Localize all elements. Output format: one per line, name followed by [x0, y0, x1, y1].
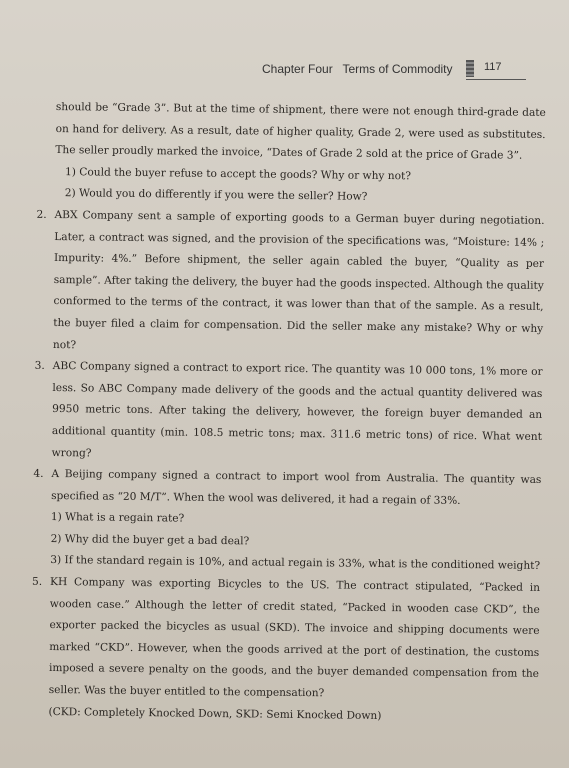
abbreviation-note: (CKD: Completely Knocked Down, SKD: Semi Knocked Down): [48, 705, 382, 722]
question-number: 2.: [36, 208, 47, 221]
question-text: A Beijing company signed a contract to import wool from Australia. The quantity was specified as “20 M/T”. When the wool was delivered, it had a regain of 33%.: [51, 468, 542, 507]
question-text: KH Company was exporting Bicycles to the US. The contract stipulated, “Packed in wooden case.” Although the letter of credit stated, “Packed in wooden case CKD”, the exporter packed the bicycles as usual (SKD). The invoice and shipping documents were marked “CKD”. However, when the goods arrived at the port of destination, the customs imposed a severe penalty on the goods, and the buyer demanded compensation from the seller. Was the buyer entitled to the compensation?: [48, 576, 541, 700]
subquestion: 1) What is a regain rate?: [50, 511, 185, 525]
question-4: [33, 464, 542, 578]
intro-subquestion-1: 1) Could the buyer refuse to accept the goods? Why or why not?: [65, 165, 412, 183]
running-header: [262, 60, 522, 82]
page-tab-marker: [466, 60, 474, 77]
question-3: [34, 356, 543, 470]
subquestion: 3) If the standard regain is 10%, and actual regain is 33%, what is the conditioned weight?: [50, 554, 541, 573]
page-body: [32, 97, 546, 729]
question-number: 3.: [34, 359, 45, 373]
question-number: 5.: [32, 575, 43, 588]
subquestion: 2) Why did the buyer get a bad deal?: [50, 532, 250, 548]
question-number: 4.: [33, 467, 44, 480]
subquestion-list: [50, 507, 541, 578]
chapter-title: Chapter Four Terms of Commodity: [262, 62, 453, 76]
question-text: ABC Company signed a contract to export rice. The quantity was 10 000 tons, 1% more or less. So ABC Company made delivery of the goods and the actual quantity delivered was 9950 metric tons. After taking the delivery, however, the foreign buyer demanded an additional quantity (min. 108.5 metric tons; max. 311.6 metric tons) of rice. What went wrong?: [51, 360, 543, 459]
header-rule: [466, 79, 526, 80]
question-2: [36, 205, 545, 362]
question-text: ABX Company sent a sample of exporting goods to a German buyer during negotiation. Later, a contract was signed, and the provision of the specifications was, “Moisture: 14% ; Impurity: 4%.” Before shipment, the seller again cabled the buyer, “Quality as per sample”. After taking the delivery, the buyer had the goods inspected. Although the quality conformed to the terms of the contract, it was lower than that of the sample. As a result, the buyer filed a claim for compensation. Did the seller make any mistake? Why or why not?: [52, 208, 545, 351]
intro-paragraph: should be “Grade 3”. But at the time of shipment, there were not enough third-grade date on hand for delivery. As a result, date of higher quality, Grade 2, were used as substitutes. The seller proudly marked the invoice, “Dates of Grade 2 sold at the price of Grade 3”.: [55, 100, 546, 162]
page-number: 117: [484, 61, 502, 73]
question-5: [32, 572, 541, 729]
intro-subquestion-2: 2) Would you do differently if you were the seller? How?: [64, 187, 368, 204]
